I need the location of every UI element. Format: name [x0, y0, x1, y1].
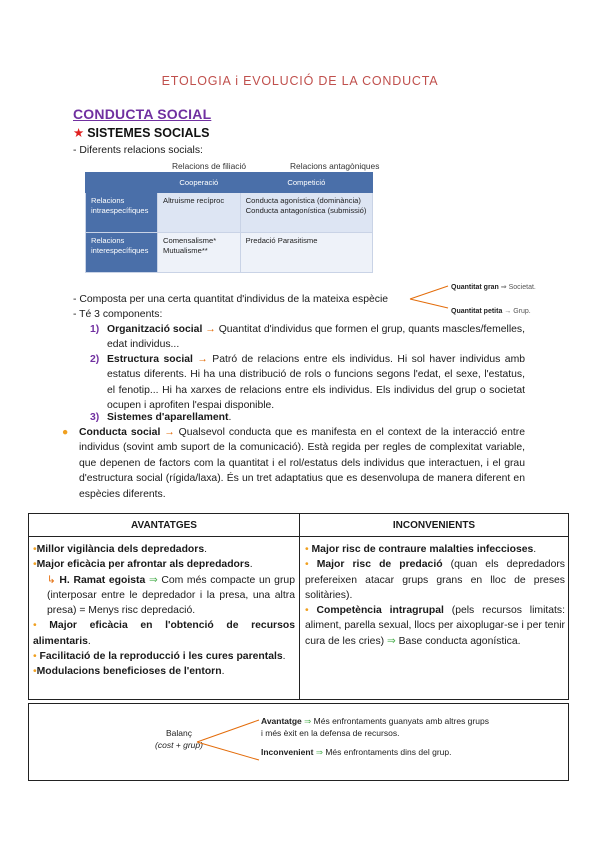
bullet-icon: ● — [62, 427, 69, 438]
pros-cons-table — [28, 513, 569, 700]
cons-item: • Major risc de predació (quan els depredadors prefereixen atacar grups grans en lloc de preses solitàries). — [305, 559, 566, 601]
pros-item: •Major eficàcia per afrontar als depredadors. — [33, 559, 253, 571]
item-text: Quantitat d'individus que formen el grup, quants mascles/femelles, edat individus... — [107, 324, 525, 351]
cons-item: • Competència intragrupal (pels recursos limitats: aliment, parella sexual, llocs per aixoplugar-se i per tenir cura de les cries) ⇒ Base conducta agonística. — [305, 605, 566, 647]
pros-item: • Facilitació de la reproducció i les cures parentals. — [33, 651, 286, 663]
double-arrow-icon: ⇒ — [315, 747, 323, 757]
table-row — [86, 233, 373, 273]
cons-column — [305, 542, 565, 649]
item-term: Organització social — [107, 324, 203, 335]
item-text: . — [228, 412, 232, 423]
pros-item: •Modulacions beneficioses de l'entorn. — [33, 666, 225, 678]
table-header-cell: Competició — [240, 173, 372, 193]
cons-item: • Major risc de contraure malalties infeccioses. — [305, 544, 537, 555]
arrow-icon: → — [197, 354, 208, 365]
table-header-row — [86, 173, 373, 193]
balance-box — [28, 703, 569, 781]
arrow-icon: → — [205, 324, 216, 335]
cons-header: INCONVENIENTS — [300, 514, 568, 537]
arrow-icon: → — [164, 427, 175, 438]
component-item — [90, 322, 525, 353]
table-row — [86, 193, 373, 233]
table-cell: Comensalisme* Mutualisme** — [158, 233, 241, 273]
table-row-header: Relacions interespecífiques — [86, 233, 158, 273]
note-big-quantity: Quantitat gran ⇒ Societat. — [451, 284, 536, 291]
brace-icon — [408, 283, 452, 311]
subsection-label: SISTEMES SOCIALS — [87, 126, 210, 140]
balance-label: Balanç — [166, 728, 192, 738]
page-title: ETOLOGIA i EVOLUCIÓ DE LA CONDUCTA — [161, 74, 439, 88]
balance-branch-icon — [195, 716, 261, 764]
item-term: Conducta social — [79, 427, 161, 438]
intro-line: - Diferents relacions socials: — [73, 145, 203, 156]
item-number: 2) — [90, 354, 100, 365]
hook-arrow-icon: ↳ — [47, 574, 56, 586]
section-title: CONDUCTA SOCIAL — [73, 106, 212, 122]
hypothesis-item: ↳ H. Ramat egoista ⇒ Com més compacte un grup (interposar entre le depredador i la presa, una altra presa) = Menys risc depredació. — [47, 574, 295, 617]
relations-table — [85, 172, 373, 273]
table-header-cell: Cooperació — [158, 173, 241, 193]
components-intro: - Té 3 components: — [73, 309, 163, 320]
social-conduct-item — [62, 425, 525, 502]
composition-line: - Composta per una certa quantitat d'individus de la mateixa espècie — [73, 294, 389, 305]
note-small-quantity: Quantitat petita → Grup. — [451, 308, 531, 315]
double-arrow-icon: ⇒ — [148, 574, 158, 586]
col-group-filiation: Relacions de filiació — [172, 161, 247, 171]
item-number: 1) — [90, 324, 100, 335]
table-cell: Conducta agonística (dominància) Conducta antagonística (submissió) — [240, 193, 372, 233]
balance-advantage: Avantatge ⇒ Més enfrontaments guanyats amb altres grups i més èxit en la defensa de recursos. — [261, 716, 489, 738]
pros-header: AVANTATGES — [29, 514, 299, 537]
table-header-cell — [86, 173, 158, 193]
component-item — [90, 410, 525, 425]
balance-sublabel: (cost + grup) — [155, 740, 203, 750]
balance-disadvantage: Inconvenient ⇒ Més enfrontaments dins del grup. — [261, 747, 452, 757]
item-term: Estructura social — [107, 354, 193, 365]
subsection-title — [73, 126, 209, 141]
item-text: Patró de relacions entre els individus. Hi sol haver individus amb estatus diferents. Hi ha una distribució de rols o funcions segons l'edat, el sexe, l'estatus, el fenotip... Hi ha xarxes de relacions entre els individus. Els individus del grup o societat ocupen i aprofiten l'espai disponible. — [107, 354, 526, 412]
pros-item: • Major eficàcia en l'obtenció de recursos alimentaris. — [33, 620, 295, 647]
table-cell: Altruisme recíproc — [158, 193, 241, 233]
double-arrow-icon: ⇒ — [387, 635, 396, 647]
component-item — [90, 352, 525, 414]
column-divider — [299, 514, 300, 699]
double-arrow-icon: ⇒ — [304, 716, 312, 726]
item-number: 3) — [90, 412, 100, 423]
table-row-header: Relacions intraespecífiques — [86, 193, 158, 233]
item-term: Sistemes d'aparellament — [107, 412, 229, 423]
pros-column — [33, 542, 295, 680]
item-text: Qualsevol conducta que es manifesta en el context de la interacció entre individus (sovint amb suport de la comunicació). Està regida per regles de complexitat variable, que depenen de factors com la quantitat i el rol/estatus dels individus que interactuen, i el grau d'estructura social (rígida/laxa). És un tret adaptatius que es desenvolupa de manera diferent en espècies diferents. — [79, 427, 525, 500]
pros-item: •Millor vigilància dels depredadors. — [33, 544, 207, 555]
col-group-antagonic: Relacions antagòniques — [290, 161, 380, 171]
table-cell: Predació Parasitisme — [240, 233, 372, 273]
star-icon: ★ — [73, 126, 85, 140]
